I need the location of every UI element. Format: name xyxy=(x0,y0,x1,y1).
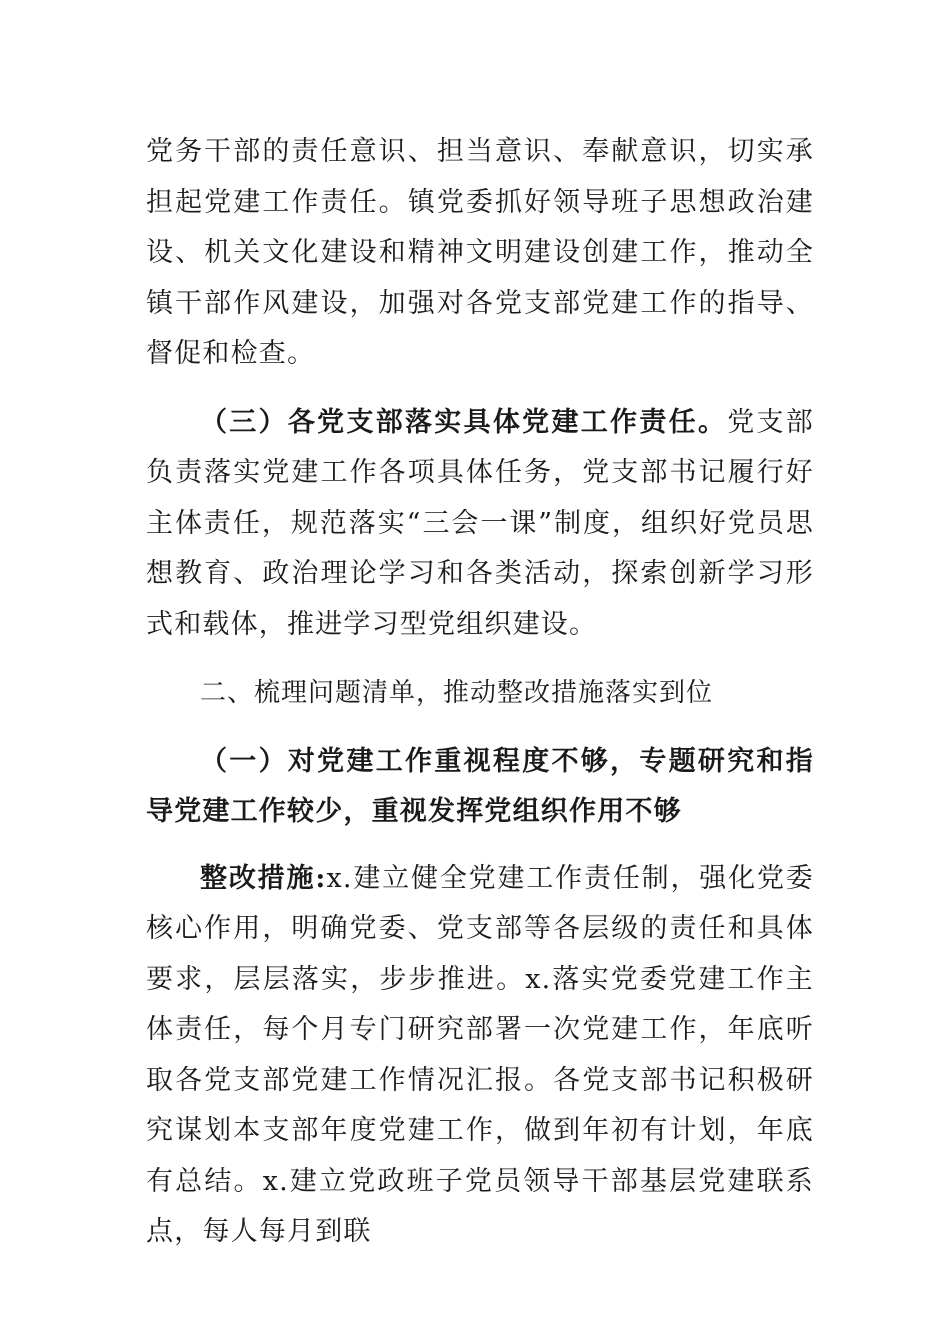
section-heading-two: 二、梳理问题清单，推动整改措施落实到位 xyxy=(200,678,714,708)
paragraph-text: 党支部负责落实党建工作各项具体任务，党支部书记履行好主体责任，规范落实“三会一课”制度，组织好党员思想教育、政治理论学习和各类活动，探索创新学习形式和载体，推进学习型党组织建设。 xyxy=(146,406,814,640)
paragraph-party-branch-responsibility xyxy=(146,398,814,651)
measures-label: 整改措施: xyxy=(200,862,327,894)
document-body xyxy=(146,127,814,1258)
subheading-three: （三）各党支部落实具体党建工作责任。 xyxy=(200,406,728,438)
subheading-one: （一）对党建工作重视程度不够，专题研究和指导党建工作较少，重视发挥党组织作用不够 xyxy=(146,745,814,827)
paragraph-continued: 党务干部的责任意识、担当意识、奉献意识，切实承担起党建工作责任。镇党委抓好领导班子思想政治建设、机关文化建设和精神文明建设创建工作，推动全镇干部作风建设，加强对各党支部党建工作的指导、督促和检查。 xyxy=(146,136,814,369)
measures-text: x.建立健全党建工作责任制，强化党委核心作用，明确党委、党支部等各层级的责任和具体要求，层层落实，步步推进。x.落实党委党建工作主体责任，每个月专门研究部署一次党建工作，年底听取各党支部党建工作情况汇报。各党支部书记积极研究谋划本支部年度党建工作，做到年初有计划，年底有总结。x.建立党政班子党员领导干部基层党建联系点，每人每月到联 xyxy=(146,862,814,1247)
paragraph-rectification-measures xyxy=(146,854,814,1258)
